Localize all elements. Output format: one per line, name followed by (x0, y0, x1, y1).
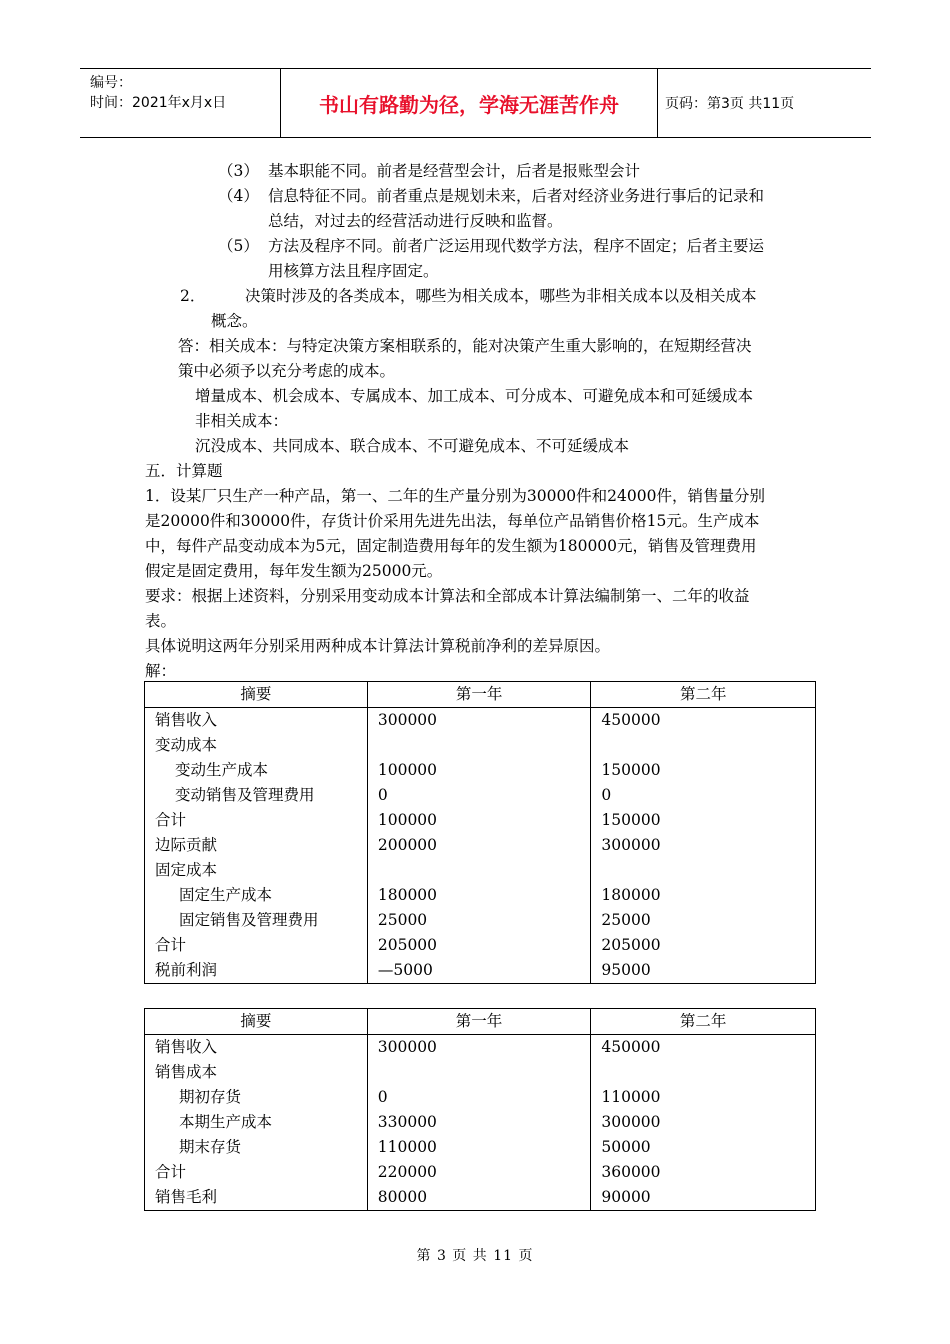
row-label: 销售成本 (145, 1060, 368, 1085)
table-header-row (145, 1009, 816, 1035)
item5-text-line1: 方法及程序不同。前者广泛运用现代数学方法，程序不固定；后者主要运 (268, 237, 765, 255)
column-header: 第二年 (591, 682, 816, 708)
answer-line2: 策中必须予以充分考虑的成本。 (178, 362, 396, 380)
year1-value: 330000 (367, 1110, 591, 1135)
year2-value: 450000 (591, 708, 816, 734)
item4-text-line2: 总结，对过去的经营活动进行反映和监督。 (268, 212, 563, 230)
year2-value: 150000 (591, 758, 816, 783)
row-label: 期初存货 (145, 1085, 368, 1110)
year2-value (591, 733, 816, 758)
column-header: 第一年 (367, 682, 591, 708)
section-heading: 五．计算题 (145, 462, 223, 480)
year1-value: 220000 (367, 1160, 591, 1185)
row-label: 变动成本 (145, 733, 368, 758)
year1-value: 100000 (367, 758, 591, 783)
year1-value: 200000 (367, 833, 591, 858)
year2-value (591, 1060, 816, 1085)
year2-value: 205000 (591, 933, 816, 958)
year1-value: —5000 (367, 958, 591, 984)
header-time: 时间：2021年x月x日 (90, 95, 227, 111)
page-footer: 第 3 页 共 11 页 (416, 1248, 534, 1264)
year2-value: 25000 (591, 908, 816, 933)
table-row (145, 733, 816, 758)
header-motto: 书山有路勤为径，学海无涯苦作舟 (281, 69, 658, 137)
table-row (145, 833, 816, 858)
row-label: 期末存货 (145, 1135, 368, 1160)
year2-value: 50000 (591, 1135, 816, 1160)
column-header: 第一年 (367, 1009, 591, 1035)
row-label: 合计 (145, 1160, 368, 1185)
relevant-costs-list: 增量成本、机会成本、专属成本、加工成本、可分成本、可避免成本和可延缓成本 (195, 387, 754, 405)
item5-text-line2: 用核算方法且程序固定。 (268, 262, 439, 280)
irrelevant-costs-list: 沉没成本、共同成本、联合成本、不可避免成本、不可延缓成本 (195, 437, 630, 455)
year2-value: 360000 (591, 1160, 816, 1185)
table-row (145, 1060, 816, 1085)
item5-number: （5） (218, 237, 259, 255)
header-info-cell (80, 69, 281, 137)
row-label: 固定销售及管理费用 (145, 908, 368, 933)
requirement-line1: 要求：根据上述资料，分别采用变动成本计算法和全部成本计算法编制第一、二年的收益 (145, 587, 750, 605)
problem-line2: 是20000件和30000件，存货计价采用先进先出法，每单位产品销售价格15元。生产成本 (145, 512, 760, 530)
question2-number: 2． (180, 287, 206, 305)
variable-costing-table (144, 681, 816, 984)
irrelevant-costs-label: 非相关成本： (195, 412, 289, 430)
table-row (145, 783, 816, 808)
column-header: 第二年 (591, 1009, 816, 1035)
column-header: 摘要 (145, 1009, 368, 1035)
problem-line3: 中，每件产品变动成本为5元，固定制造费用每年的发生额为180000元，销售及管理费用 (145, 537, 757, 555)
row-label: 合计 (145, 808, 368, 833)
item4-text-line1: 信息特征不同。前者重点是规划未来，后者对经济业务进行事后的记录和 (268, 187, 765, 205)
row-label: 销售收入 (145, 708, 368, 734)
question2-text-line2: 概念。 (211, 312, 258, 330)
table-row (145, 908, 816, 933)
year2-value: 90000 (591, 1185, 816, 1211)
row-label: 边际贡献 (145, 833, 368, 858)
question2-text-line1: 决策时涉及的各类成本，哪些为相关成本，哪些为非相关成本以及相关成本 (245, 287, 757, 305)
year1-value: 0 (367, 783, 591, 808)
problem-line4: 假定是固定费用，每年发生额为25000元。 (145, 562, 443, 580)
item3-text: 基本职能不同。前者是经营型会计，后者是报账型会计 (268, 162, 641, 180)
row-label: 变动生产成本 (145, 758, 368, 783)
year1-value: 300000 (367, 708, 591, 734)
table-row (145, 1110, 816, 1135)
header-page-number: 页码：第3页 共11页 (665, 96, 795, 112)
row-label: 本期生产成本 (145, 1110, 368, 1135)
page-header (80, 68, 871, 138)
year1-value: 0 (367, 1085, 591, 1110)
solution-label: 解： (145, 662, 177, 680)
row-label: 税前利润 (145, 958, 368, 984)
table-row (145, 758, 816, 783)
problem-line1: 1．设某厂只生产一种产品，第一、二年的生产量分别为30000件和24000件，销售量分别 (145, 487, 765, 505)
year1-value: 180000 (367, 883, 591, 908)
year1-value: 205000 (367, 933, 591, 958)
year1-value (367, 858, 591, 883)
year2-value: 450000 (591, 1035, 816, 1061)
answer-line1: 答：相关成本：与特定决策方案相联系的，能对决策产生重大影响的，在短期经营决 (178, 337, 752, 355)
row-label: 固定成本 (145, 858, 368, 883)
year2-value: 150000 (591, 808, 816, 833)
absorption-costing-table (144, 1008, 816, 1211)
table-row (145, 958, 816, 984)
column-header: 摘要 (145, 682, 368, 708)
year1-value: 110000 (367, 1135, 591, 1160)
item3-number: （3） (218, 162, 259, 180)
row-label: 变动销售及管理费用 (145, 783, 368, 808)
year2-value (591, 858, 816, 883)
year2-value: 180000 (591, 883, 816, 908)
table-row (145, 1085, 816, 1110)
table-row (145, 708, 816, 734)
requirement-line2: 表。 (145, 612, 177, 630)
table-row (145, 933, 816, 958)
year1-value: 100000 (367, 808, 591, 833)
row-label: 固定生产成本 (145, 883, 368, 908)
table-row (145, 1160, 816, 1185)
table-row (145, 1185, 816, 1211)
item4-number: （4） (218, 187, 259, 205)
year1-value: 80000 (367, 1185, 591, 1211)
table-row (145, 883, 816, 908)
requirement-line3: 具体说明这两年分别采用两种成本计算法计算税前净利的差异原因。 (145, 637, 611, 655)
year2-value: 110000 (591, 1085, 816, 1110)
row-label: 销售收入 (145, 1035, 368, 1061)
row-label: 合计 (145, 933, 368, 958)
year1-value: 25000 (367, 908, 591, 933)
table-row (145, 1035, 816, 1061)
year2-value: 300000 (591, 833, 816, 858)
table-row (145, 1135, 816, 1160)
table-row (145, 858, 816, 883)
year2-value: 0 (591, 783, 816, 808)
year2-value: 95000 (591, 958, 816, 984)
table-row (145, 808, 816, 833)
year2-value: 300000 (591, 1110, 816, 1135)
year1-value (367, 733, 591, 758)
table-header-row (145, 682, 816, 708)
header-number: 编号： (90, 75, 132, 91)
row-label: 销售毛利 (145, 1185, 368, 1211)
year1-value: 300000 (367, 1035, 591, 1061)
year1-value (367, 1060, 591, 1085)
